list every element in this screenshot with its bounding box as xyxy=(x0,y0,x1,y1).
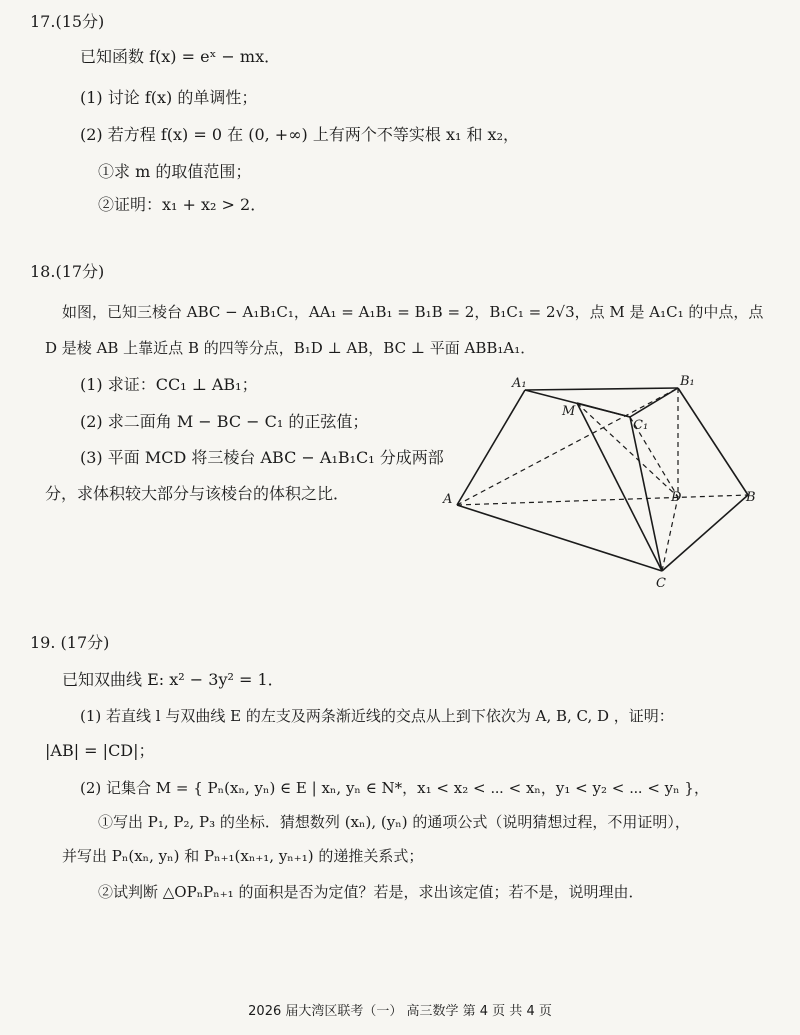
q18-stem-line2: D 是棱 AB 上靠近点 B 的四等分点，B₁D ⊥ AB，BC ⊥ 平面 ABB₁A₁． xyxy=(45,339,536,357)
q17-stem: 已知函数 f(x) = eˣ − mx． xyxy=(80,47,281,66)
frustum-diagram xyxy=(440,375,770,600)
q18-stem-line1: 如图，已知三棱台 ABC − A₁B₁C₁，AA₁ = A₁B₁ = B₁B = 2，B₁C₁ = 2√3，点 M 是 A₁C₁ 的中点，点 xyxy=(62,303,764,321)
q17-sub1: ①求 m 的取值范围； xyxy=(98,162,252,181)
q18-part1: (1) 求证：CC₁ ⊥ AB₁； xyxy=(80,375,258,394)
edge-A-B-hidden xyxy=(457,495,748,505)
q19-sub2: ②试判断 △OPₙPₙ₊₁ 的面积是否为定值？若是，求出该定值；若不是，说明理由． xyxy=(98,883,644,901)
q17-part2: (2) 若方程 f(x) = 0 在 (0, +∞) 上有两个不等实根 x₁ 和 x₂， xyxy=(80,125,519,144)
edge-A1-B1 xyxy=(525,388,678,390)
label-C: C xyxy=(656,576,666,591)
edge-B1-B xyxy=(678,388,748,495)
q19-part2: (2) 记集合 M = { Pₙ(xₙ, yₙ) ∈ E | xₙ, yₙ ∈ N*，x₁ < x₂ < ⋯ < xₙ，y₁ < y₂ < ⋯ < yₙ }， xyxy=(80,779,709,797)
q19-sub1-line1: ①写出 P₁, P₂, P₃ 的坐标．猜想数列 (xₙ), (yₙ) 的通项公式（说明猜想过程，不用证明）， xyxy=(98,813,690,831)
q18-part3-line2: 分，求体积较大部分与该棱台的体积之比． xyxy=(45,484,350,503)
label-D: D xyxy=(671,490,682,505)
edge-A-A1 xyxy=(457,390,525,505)
edge-B-C xyxy=(662,495,748,571)
q17-header: 17.(15分) xyxy=(30,12,105,31)
label-M: M xyxy=(562,404,576,419)
label-C1: C₁ xyxy=(633,418,649,433)
q19-part1-line1: (1) 若直线 l 与双曲线 E 的左支及两条渐近线的交点从上到下依次为 A, B, C, D ，证明： xyxy=(80,707,674,725)
label-B: B xyxy=(746,490,756,505)
label-B1: B₁ xyxy=(680,375,695,389)
q19-stem: 已知双曲线 E: x² − 3y² = 1． xyxy=(62,670,284,689)
q17-part1: (1) 讨论 f(x) 的单调性； xyxy=(80,88,258,107)
q18-header: 18.(17分) xyxy=(30,262,105,281)
q19-sub1-line2: 并写出 Pₙ(xₙ, yₙ) 和 Pₙ₊₁(xₙ₊₁, yₙ₊₁) 的递推关系式； xyxy=(62,847,424,865)
q19-header: 19. (17分) xyxy=(30,633,110,652)
edge-C1-C xyxy=(630,417,662,571)
edge-C1-B1 xyxy=(630,388,678,417)
segment-M-C xyxy=(577,403,662,571)
q17-sub2: ②证明：x₁ + x₂ > 2． xyxy=(98,195,267,214)
q19-part1-line2: |AB| = |CD|； xyxy=(45,741,155,760)
edge-A-C xyxy=(457,505,662,571)
q18-part3-line1: (3) 平面 MCD 将三棱台 ABC − A₁B₁C₁ 分成两部 xyxy=(80,448,444,467)
label-A: A xyxy=(443,492,453,507)
q18-part2: (2) 求二面角 M − BC − C₁ 的正弦值； xyxy=(80,412,369,431)
label-A1: A₁ xyxy=(512,376,527,391)
page-footer: 2026 届大湾区联考（一） 高三数学 第 4 页 共 4 页 xyxy=(248,1004,552,1019)
